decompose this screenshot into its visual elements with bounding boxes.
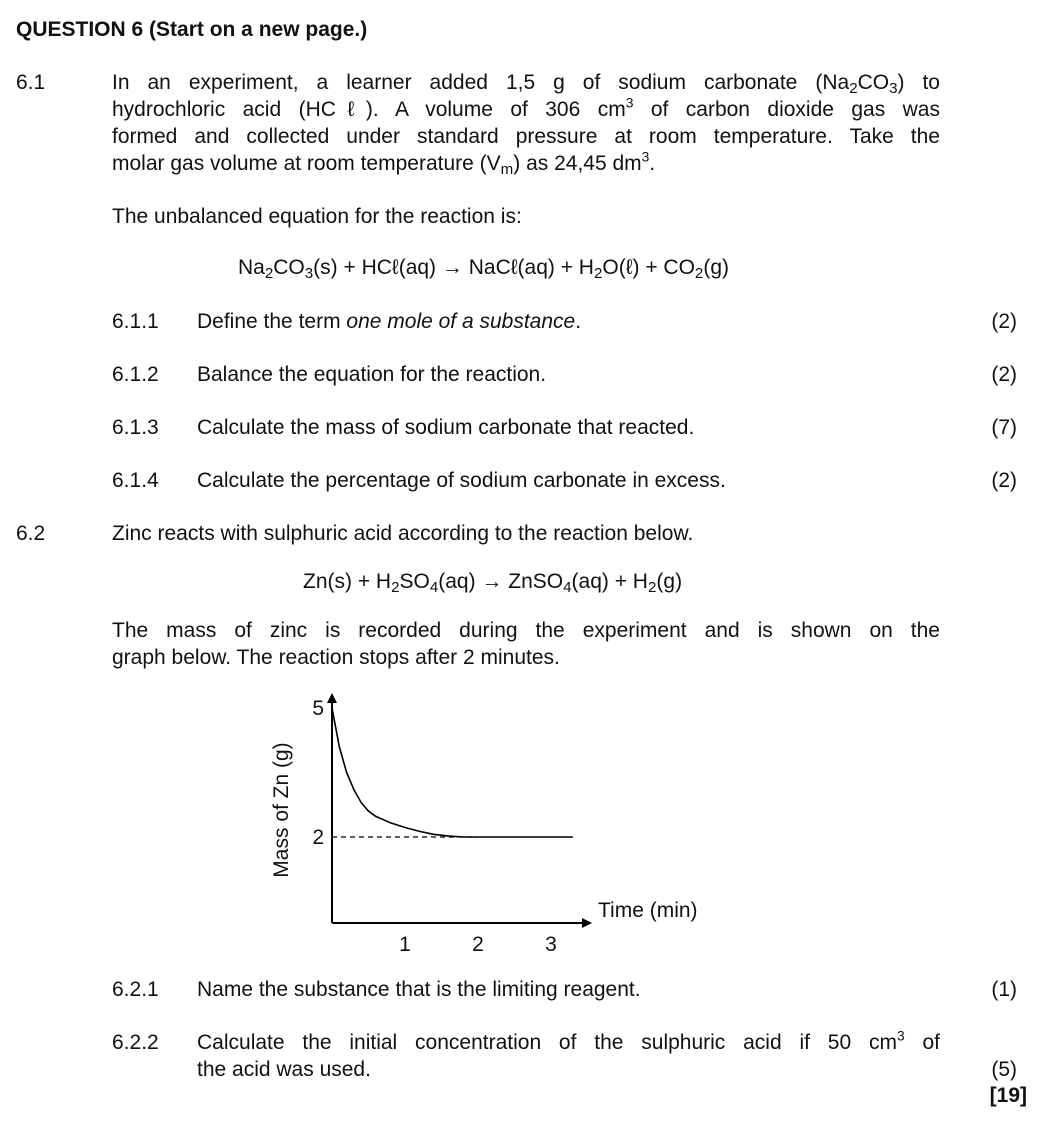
question-heading: QUESTION 6 (Start on a new page.) xyxy=(16,18,368,41)
x-tick-label: 2 xyxy=(472,933,484,956)
subquestion-text: Balance the equation for the reaction. xyxy=(197,363,547,386)
subquestion-text: Calculate the mass of sodium carbonate that reacted. xyxy=(197,416,695,439)
subquestion-text: Calculate the percentage of sodium carbonate in excess. xyxy=(197,469,726,492)
y-tick-labels xyxy=(312,697,324,849)
subquestion-line-1: Calculate the initial concentration of the sulphuric acid if 50 $cm^3$ of xyxy=(197,1027,940,1054)
graph-description xyxy=(112,617,940,671)
subquestion-text xyxy=(197,1029,940,1083)
y-tick-label: 5 xyxy=(312,697,324,720)
subquestion-number: 6.1.2 xyxy=(112,363,159,386)
x-tick-label: 1 xyxy=(399,933,411,956)
question-6-1-text xyxy=(112,69,940,177)
subquestion-number: 6.1.3 xyxy=(112,416,159,439)
equation-sodium-carbonate: $Na_2CO_3(s)$ + HCℓ(aq) → NaCℓ(aq) + $H_2O(\ell) + CO_2(g)$ xyxy=(238,256,729,282)
subquestion-number: 6.2.2 xyxy=(112,1031,159,1054)
equation-zinc: $Zn(s) + H_2SO_4(aq)$ → ZnSO$_4$(aq) + $H_2(g)$ xyxy=(303,570,683,596)
x-tick-labels xyxy=(399,933,557,956)
q61-line-4: molar gas volume at room temperature $(V_m)$ as 24,45 $dm^3$. xyxy=(112,148,656,178)
subquestion-number: 6.2.1 xyxy=(112,978,159,1001)
mass-of-zinc-graph xyxy=(250,680,730,960)
marks: (5) xyxy=(991,1058,1017,1081)
marks: (1) xyxy=(991,978,1017,1001)
graph-text-line-2: graph below. The reaction stops after 2 minutes. xyxy=(112,646,560,669)
subquestion-text: Define the term one mole of a substance. xyxy=(197,310,582,333)
subquestion-number: 6.1.1 xyxy=(112,310,159,333)
marks: (7) xyxy=(991,416,1017,439)
y-axis-label: Mass of Zn (g) xyxy=(270,742,293,878)
q61-line-1: In an experiment, a learner added 1,5 g of sodium carbonate $(Na_2CO_3)$ to xyxy=(112,71,940,97)
mass-curve xyxy=(332,708,573,837)
question-6-2-intro: Zinc reacts with sulphuric acid according to the reaction below. xyxy=(112,522,694,545)
marks: (2) xyxy=(991,363,1017,386)
graph-text-line-1: The mass of zinc is recorded during the experiment and is shown on the xyxy=(112,619,940,642)
marks: (2) xyxy=(991,310,1017,333)
question-number-6-2: 6.2 xyxy=(16,522,46,545)
marks: (2) xyxy=(991,469,1017,492)
question-number-6-1: 6.1 xyxy=(16,71,46,94)
q61-line-3: formed and collected under standard pressure at room temperature. Take the xyxy=(112,125,940,148)
question-total: [19] xyxy=(989,1084,1027,1107)
subquestion-text: Name the substance that is the limiting reagent. xyxy=(197,978,641,1001)
y-tick-label: 2 xyxy=(312,826,324,849)
x-axis-label: Time (min) xyxy=(598,899,698,922)
x-tick-label: 3 xyxy=(545,933,557,956)
equation-intro: The unbalanced equation for the reaction is: xyxy=(112,205,522,228)
subquestion-number: 6.1.4 xyxy=(112,469,159,492)
subquestion-line-2: the acid was used. xyxy=(197,1058,371,1081)
q61-line-2: hydrochloric acid (HCℓ). A volume of 306 $cm^3$ of carbon dioxide gas was xyxy=(112,94,940,121)
